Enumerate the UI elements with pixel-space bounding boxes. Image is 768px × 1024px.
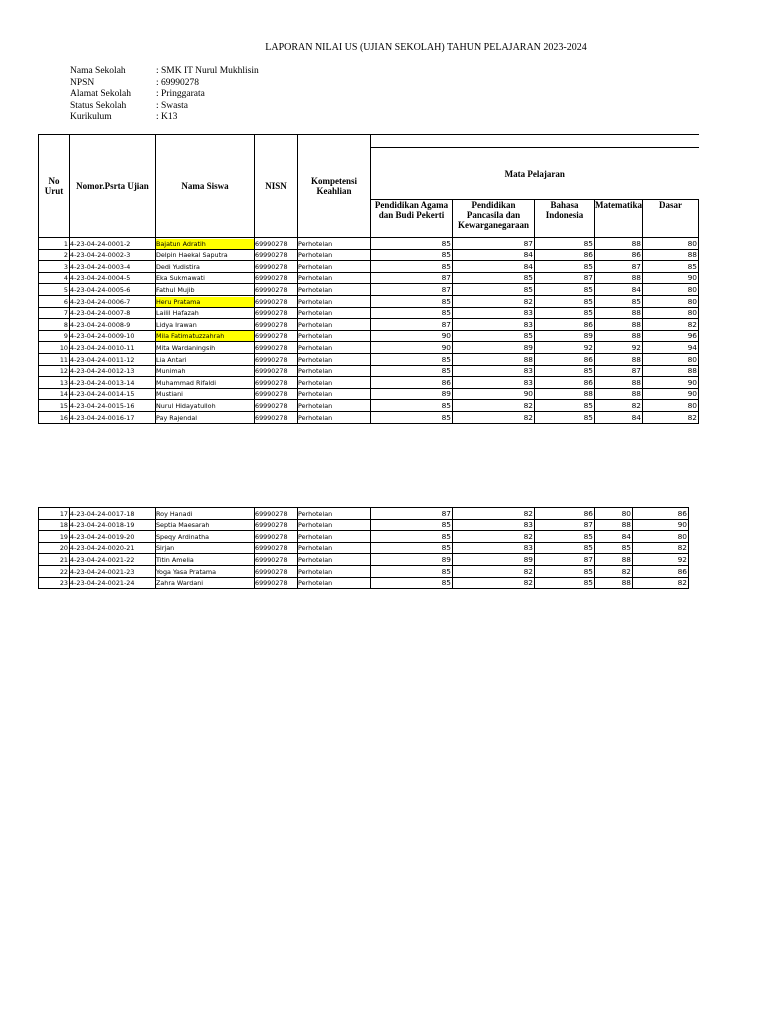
row-kompetensi: Perhotelan: [298, 261, 371, 273]
row-no: 3: [39, 261, 70, 273]
row-score: 85: [371, 238, 453, 250]
row-nomor-peserta: 4-23-04-24-0003-4: [70, 261, 156, 273]
table-row: [39, 519, 689, 531]
row-score: 87: [371, 284, 453, 296]
row-kompetensi: Perhotelan: [298, 249, 371, 261]
row-kompetensi: Perhotelan: [298, 353, 371, 365]
school-name-value: : SMK IT Nurul Mukhlisin: [156, 66, 259, 76]
header-blank-row: [371, 135, 699, 148]
row-no: 21: [39, 554, 70, 566]
row-score: 80: [643, 295, 699, 307]
row-score: 85: [535, 542, 595, 554]
row-nomor-peserta: 4-23-04-24-0006-7: [70, 295, 156, 307]
table-row: [39, 400, 699, 412]
row-nisn: 69990278: [255, 400, 298, 412]
row-nisn: 69990278: [255, 353, 298, 365]
row-nomor-peserta: 4-23-04-24-0020-21: [70, 542, 156, 554]
header-subject-bahasa: Bahasa Indonesia: [535, 200, 595, 238]
row-score: 85: [535, 577, 595, 589]
row-nama-siswa: Lia Antari: [156, 353, 255, 365]
row-score: 90: [643, 388, 699, 400]
row-score: 83: [453, 377, 535, 389]
row-score: 88: [453, 353, 535, 365]
row-nisn: 69990278: [255, 319, 298, 331]
school-info-row: [70, 66, 259, 78]
row-score: 84: [595, 284, 643, 296]
header-subject-pancasila: Pendidikan Pancasila dan Kewarganegaraan: [453, 200, 535, 238]
table-row: [39, 272, 699, 284]
row-no: 16: [39, 411, 70, 423]
school-address-value: : Pringgarata: [156, 89, 205, 99]
row-score: 88: [643, 365, 699, 377]
highlight-mark: Mila Fatimatuzzahrah: [156, 331, 254, 341]
row-score: 82: [453, 295, 535, 307]
table-body-page-2: [39, 508, 689, 589]
row-kompetensi: Perhotelan: [298, 238, 371, 250]
row-no: 9: [39, 330, 70, 342]
row-no: 23: [39, 577, 70, 589]
row-score: 80: [633, 531, 689, 543]
row-score: 82: [633, 542, 689, 554]
row-nomor-peserta: 4-23-04-24-0011-12: [70, 353, 156, 365]
header-subject-matematika: Matematika: [595, 200, 643, 238]
row-no: 19: [39, 531, 70, 543]
row-nomor-peserta: 4-23-04-24-0001-2: [70, 238, 156, 250]
row-nama-siswa: Dedi Yudistira: [156, 261, 255, 273]
table-row: [39, 542, 689, 554]
row-score: 85: [535, 365, 595, 377]
row-nisn: 69990278: [255, 261, 298, 273]
row-no: 4: [39, 272, 70, 284]
row-nama-siswa: Muhammad Rifaldi: [156, 377, 255, 389]
table-row: [39, 330, 699, 342]
row-score: 84: [453, 249, 535, 261]
row-score: 86: [595, 249, 643, 261]
row-nisn: 69990278: [255, 330, 298, 342]
row-nama-siswa: [156, 295, 255, 307]
row-score: 82: [453, 411, 535, 423]
row-score: 86: [633, 508, 689, 520]
table-row: [39, 388, 699, 400]
row-score: 85: [595, 295, 643, 307]
row-score: 88: [595, 377, 643, 389]
row-score: 80: [643, 284, 699, 296]
row-score: 84: [453, 261, 535, 273]
row-score: 85: [371, 577, 453, 589]
row-nomor-peserta: 4-23-04-24-0010-11: [70, 342, 156, 354]
row-nomor-peserta: 4-23-04-24-0021-22: [70, 554, 156, 566]
row-nisn: 69990278: [255, 377, 298, 389]
row-score: 85: [535, 238, 595, 250]
row-score: 90: [633, 519, 689, 531]
row-score: 86: [371, 377, 453, 389]
row-no: 22: [39, 565, 70, 577]
grades-table: [38, 134, 699, 424]
row-kompetensi: Perhotelan: [298, 400, 371, 412]
row-score: 85: [535, 400, 595, 412]
row-score: 80: [643, 307, 699, 319]
row-score: 90: [453, 388, 535, 400]
row-score: 84: [595, 411, 643, 423]
row-score: 92: [633, 554, 689, 566]
row-score: 88: [595, 388, 643, 400]
highlight-mark: Heru Pratama: [156, 297, 254, 307]
row-score: 85: [535, 307, 595, 319]
row-nisn: 69990278: [255, 307, 298, 319]
grades-table-continued: [38, 507, 689, 589]
row-score: 80: [643, 353, 699, 365]
row-score: 84: [595, 531, 633, 543]
row-kompetensi: Perhotelan: [298, 577, 371, 589]
row-kompetensi: Perhotelan: [298, 330, 371, 342]
row-nama-siswa: Mita Wardaningsih: [156, 342, 255, 354]
header-nisn: NISN: [255, 135, 298, 238]
row-score: 83: [453, 519, 535, 531]
row-nisn: 69990278: [255, 249, 298, 261]
row-no: 7: [39, 307, 70, 319]
table-row: [39, 307, 699, 319]
header-nama-siswa: Nama Siswa: [156, 135, 255, 238]
row-score: 87: [371, 272, 453, 284]
row-score: 86: [535, 353, 595, 365]
row-nisn: 69990278: [255, 365, 298, 377]
row-score: 80: [595, 508, 633, 520]
row-score: 88: [643, 249, 699, 261]
row-score: 85: [453, 272, 535, 284]
row-nama-siswa: Yoga Yasa Pratama: [156, 565, 255, 577]
row-score: 85: [371, 531, 453, 543]
row-kompetensi: Perhotelan: [298, 342, 371, 354]
row-score: 85: [535, 295, 595, 307]
row-nomor-peserta: 4-23-04-24-0016-17: [70, 411, 156, 423]
row-no: 18: [39, 519, 70, 531]
row-nomor-peserta: 4-23-04-24-0014-15: [70, 388, 156, 400]
row-nama-siswa: Pay Rajendal: [156, 411, 255, 423]
table-row: [39, 284, 699, 296]
row-nama-siswa: Sirjan: [156, 542, 255, 554]
row-score: 86: [535, 319, 595, 331]
row-nisn: 69990278: [255, 508, 298, 520]
row-score: 82: [453, 400, 535, 412]
row-score: 85: [453, 284, 535, 296]
row-score: 85: [535, 531, 595, 543]
row-score: 85: [371, 400, 453, 412]
table-header: [39, 135, 699, 238]
curriculum-value: : K13: [156, 112, 178, 122]
table-row: [39, 577, 689, 589]
table-row: [39, 353, 699, 365]
table-row: [39, 508, 689, 520]
row-nama-siswa: Delpin Haekal Saputra: [156, 249, 255, 261]
row-score: 85: [371, 353, 453, 365]
row-score: 90: [643, 272, 699, 284]
table-row: [39, 319, 699, 331]
row-nisn: 69990278: [255, 554, 298, 566]
row-score: 83: [453, 307, 535, 319]
row-kompetensi: Perhotelan: [298, 519, 371, 531]
row-no: 15: [39, 400, 70, 412]
row-score: 86: [535, 249, 595, 261]
table-row: [39, 554, 689, 566]
row-score: 88: [595, 353, 643, 365]
row-kompetensi: Perhotelan: [298, 531, 371, 543]
row-no: 2: [39, 249, 70, 261]
row-nama-siswa: Roy Hanadi: [156, 508, 255, 520]
row-nisn: 69990278: [255, 519, 298, 531]
row-nomor-peserta: 4-23-04-24-0015-16: [70, 400, 156, 412]
row-nisn: 69990278: [255, 342, 298, 354]
row-score: 92: [595, 342, 643, 354]
row-score: 85: [371, 307, 453, 319]
row-score: 82: [643, 319, 699, 331]
school-info-row: [70, 89, 259, 101]
row-score: 80: [643, 238, 699, 250]
row-score: 88: [595, 554, 633, 566]
row-kompetensi: Perhotelan: [298, 307, 371, 319]
row-nomor-peserta: 4-23-04-24-0005-6: [70, 284, 156, 296]
row-nisn: 69990278: [255, 542, 298, 554]
table-row: [39, 531, 689, 543]
row-score: 83: [453, 542, 535, 554]
row-nomor-peserta: 4-23-04-24-0021-24: [70, 577, 156, 589]
row-kompetensi: Perhotelan: [298, 411, 371, 423]
table-body-page-1: [39, 238, 699, 424]
row-score: 87: [371, 508, 453, 520]
row-score: 82: [453, 565, 535, 577]
row-no: 6: [39, 295, 70, 307]
row-kompetensi: Perhotelan: [298, 388, 371, 400]
row-nisn: 69990278: [255, 238, 298, 250]
row-nomor-peserta: 4-23-04-24-0021-23: [70, 565, 156, 577]
row-score: 85: [371, 565, 453, 577]
table-row: [39, 411, 699, 423]
row-kompetensi: Perhotelan: [298, 565, 371, 577]
row-score: 92: [535, 342, 595, 354]
row-score: 87: [595, 261, 643, 273]
row-score: 85: [453, 330, 535, 342]
school-info: [70, 66, 259, 124]
row-score: 80: [643, 400, 699, 412]
row-score: 89: [535, 330, 595, 342]
row-score: 88: [595, 519, 633, 531]
row-score: 82: [453, 577, 535, 589]
table-row: [39, 238, 699, 250]
row-nomor-peserta: 4-23-04-24-0008-9: [70, 319, 156, 331]
row-score: 83: [453, 319, 535, 331]
row-score: 85: [643, 261, 699, 273]
row-no: 20: [39, 542, 70, 554]
row-no: 17: [39, 508, 70, 520]
row-score: 90: [643, 377, 699, 389]
row-nisn: 69990278: [255, 284, 298, 296]
row-score: 85: [371, 295, 453, 307]
row-score: 89: [371, 554, 453, 566]
row-score: 82: [453, 531, 535, 543]
row-score: 87: [371, 319, 453, 331]
header-nomor-peserta: Nomor.Psrta Ujian: [70, 135, 156, 238]
row-nama-siswa: Eka Sukmawati: [156, 272, 255, 284]
table-row: [39, 295, 699, 307]
row-nama-siswa: Lailil Hafazah: [156, 307, 255, 319]
row-score: 88: [595, 307, 643, 319]
curriculum-label: Kurikulum: [70, 112, 112, 122]
row-score: 85: [371, 542, 453, 554]
row-score: 88: [595, 319, 643, 331]
row-score: 87: [535, 272, 595, 284]
row-score: 88: [595, 330, 643, 342]
school-info-row: [70, 101, 259, 113]
row-nomor-peserta: 4-23-04-24-0013-14: [70, 377, 156, 389]
row-kompetensi: Perhotelan: [298, 272, 371, 284]
school-name-label: Nama Sekolah: [70, 66, 126, 76]
row-kompetensi: Perhotelan: [298, 319, 371, 331]
row-no: 5: [39, 284, 70, 296]
row-nomor-peserta: 4-23-04-24-0018-19: [70, 519, 156, 531]
row-score: 88: [535, 388, 595, 400]
row-score: 85: [535, 261, 595, 273]
table-row: [39, 377, 699, 389]
row-score: 85: [535, 411, 595, 423]
npsn-value: : 69990278: [156, 77, 200, 88]
row-nama-siswa: Fathul Mujib: [156, 284, 255, 296]
row-score: 89: [453, 554, 535, 566]
row-nisn: 69990278: [255, 565, 298, 577]
row-nama-siswa: Lidya Irawan: [156, 319, 255, 331]
row-score: 89: [453, 342, 535, 354]
row-score: 86: [535, 508, 595, 520]
row-score: 94: [643, 342, 699, 354]
row-score: 85: [595, 542, 633, 554]
table-row: [39, 342, 699, 354]
row-score: 83: [453, 365, 535, 377]
row-nomor-peserta: 4-23-04-24-0017-18: [70, 508, 156, 520]
row-nisn: 69990278: [255, 388, 298, 400]
highlight-mark: Bajatun Adratih: [156, 239, 254, 249]
row-no: 8: [39, 319, 70, 331]
row-score: 82: [453, 508, 535, 520]
row-nama-siswa: Mustiani: [156, 388, 255, 400]
row-no: 1: [39, 238, 70, 250]
row-score: 89: [371, 388, 453, 400]
row-score: 85: [371, 249, 453, 261]
school-status-value: : Swasta: [156, 100, 188, 111]
row-no: 11: [39, 353, 70, 365]
table-row: [39, 261, 699, 273]
header-subject-agama: Pendidikan Agama dan Budi Pekerti: [371, 200, 453, 238]
row-score: 86: [535, 377, 595, 389]
row-score: 85: [371, 261, 453, 273]
table-row: [39, 365, 699, 377]
row-nama-siswa: Speqy Ardinatha: [156, 531, 255, 543]
row-kompetensi: Perhotelan: [298, 508, 371, 520]
row-nisn: 69990278: [255, 272, 298, 284]
npsn-label: NPSN: [70, 77, 95, 88]
row-kompetensi: Perhotelan: [298, 554, 371, 566]
school-info-row: [70, 78, 259, 90]
table-row: [39, 249, 699, 261]
row-nama-siswa: Septia Maesarah: [156, 519, 255, 531]
school-status-label: Status Sekolah: [70, 100, 127, 111]
row-score: 88: [595, 238, 643, 250]
row-score: 85: [535, 284, 595, 296]
row-nomor-peserta: 4-23-04-24-0012-13: [70, 365, 156, 377]
header-kompetensi: Kompetensi Keahlian: [298, 135, 371, 238]
row-score: 88: [595, 577, 633, 589]
row-nisn: 69990278: [255, 531, 298, 543]
row-nama-siswa: Zahra Wardani: [156, 577, 255, 589]
row-nisn: 69990278: [255, 295, 298, 307]
row-no: 13: [39, 377, 70, 389]
row-nomor-peserta: 4-23-04-24-0002-3: [70, 249, 156, 261]
row-score: 82: [643, 411, 699, 423]
header-subject-dasar: Dasar: [643, 200, 699, 238]
row-score: 90: [371, 330, 453, 342]
row-nama-siswa: Munimah: [156, 365, 255, 377]
row-nomor-peserta: 4-23-04-24-0004-5: [70, 272, 156, 284]
row-score: 85: [535, 565, 595, 577]
row-nama-siswa: [156, 238, 255, 250]
report-title: LAPORAN NILAI US (UJIAN SEKOLAH) TAHUN PELAJARAN 2023-2024: [265, 42, 587, 53]
row-score: 82: [595, 565, 633, 577]
school-address-label: Alamat Sekolah: [70, 89, 131, 99]
row-score: 87: [453, 238, 535, 250]
row-score: 85: [371, 365, 453, 377]
row-no: 12: [39, 365, 70, 377]
row-score: 96: [643, 330, 699, 342]
table-row: [39, 565, 689, 577]
row-nama-siswa: [156, 330, 255, 342]
row-nomor-peserta: 4-23-04-24-0009-10: [70, 330, 156, 342]
row-score: 87: [595, 365, 643, 377]
header-mata-pelajaran: Mata Pelajaran: [371, 148, 699, 200]
row-nama-siswa: Titin Amelia: [156, 554, 255, 566]
row-no: 10: [39, 342, 70, 354]
row-score: 87: [535, 554, 595, 566]
row-kompetensi: Perhotelan: [298, 365, 371, 377]
row-nisn: 69990278: [255, 577, 298, 589]
row-kompetensi: Perhotelan: [298, 377, 371, 389]
row-score: 86: [633, 565, 689, 577]
row-score: 85: [371, 411, 453, 423]
row-score: 82: [633, 577, 689, 589]
row-kompetensi: Perhotelan: [298, 542, 371, 554]
row-kompetensi: Perhotelan: [298, 295, 371, 307]
header-no-urut: No Urut: [39, 135, 70, 238]
row-score: 85: [371, 519, 453, 531]
row-kompetensi: Perhotelan: [298, 284, 371, 296]
row-score: 88: [595, 272, 643, 284]
row-nama-siswa: Nurul Hidayatulloh: [156, 400, 255, 412]
school-info-row: [70, 112, 259, 124]
row-no: 14: [39, 388, 70, 400]
row-score: 82: [595, 400, 643, 412]
row-nomor-peserta: 4-23-04-24-0019-20: [70, 531, 156, 543]
row-score: 90: [371, 342, 453, 354]
row-nisn: 69990278: [255, 411, 298, 423]
row-score: 87: [535, 519, 595, 531]
row-nomor-peserta: 4-23-04-24-0007-8: [70, 307, 156, 319]
